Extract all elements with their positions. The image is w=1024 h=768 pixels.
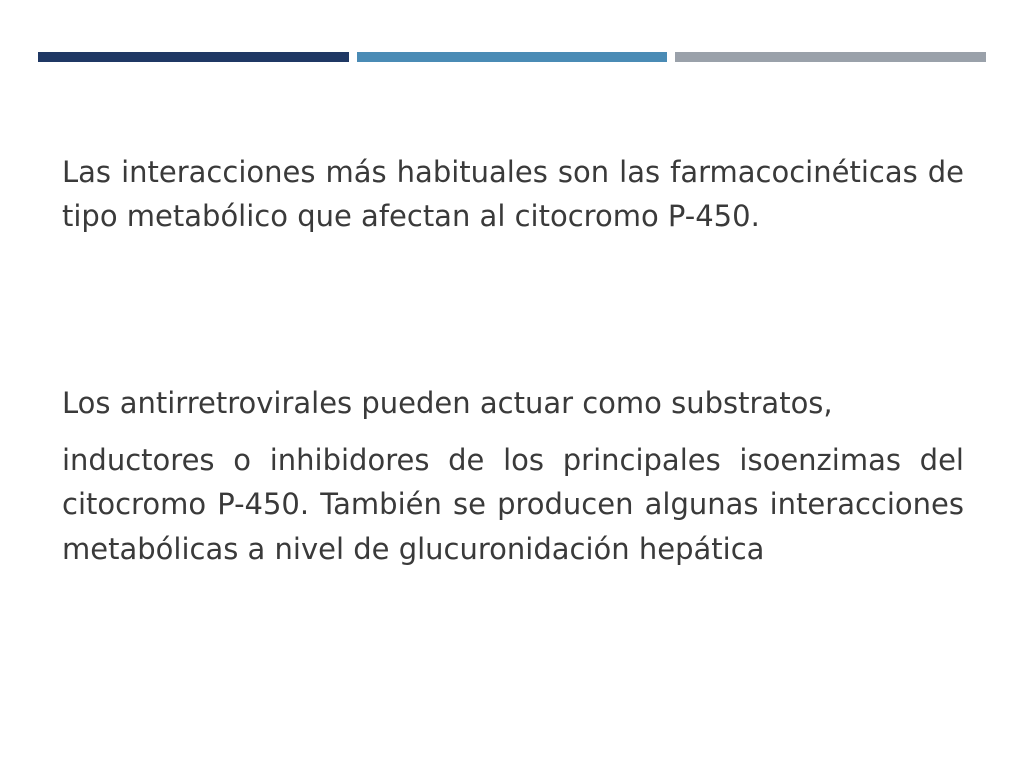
accent-bar-dark-blue [38, 52, 349, 62]
paragraph-inducers-inhibitors: inductores o inhibidores de los principales isoenzimas del citocromo P-450. También se producen algunas interacciones metabólicas a nivel de glucuronidación hepática [62, 443, 964, 566]
paragraph-antiretrovirals: Los antirretrovirales pueden actuar como substratos, [62, 386, 833, 420]
slide-text-block-2 [62, 381, 964, 425]
accent-bar-light-blue [357, 52, 668, 62]
slide-text-block-3 [62, 438, 964, 571]
paragraph-interactions-intro: Las interacciones más habituales son las farmacocinéticas de tipo metabólico que afectan al citocromo P-450. [62, 155, 964, 234]
header-accent-bars [38, 52, 986, 62]
slide-text-block-1 [62, 150, 964, 239]
accent-bar-gray [675, 52, 986, 62]
